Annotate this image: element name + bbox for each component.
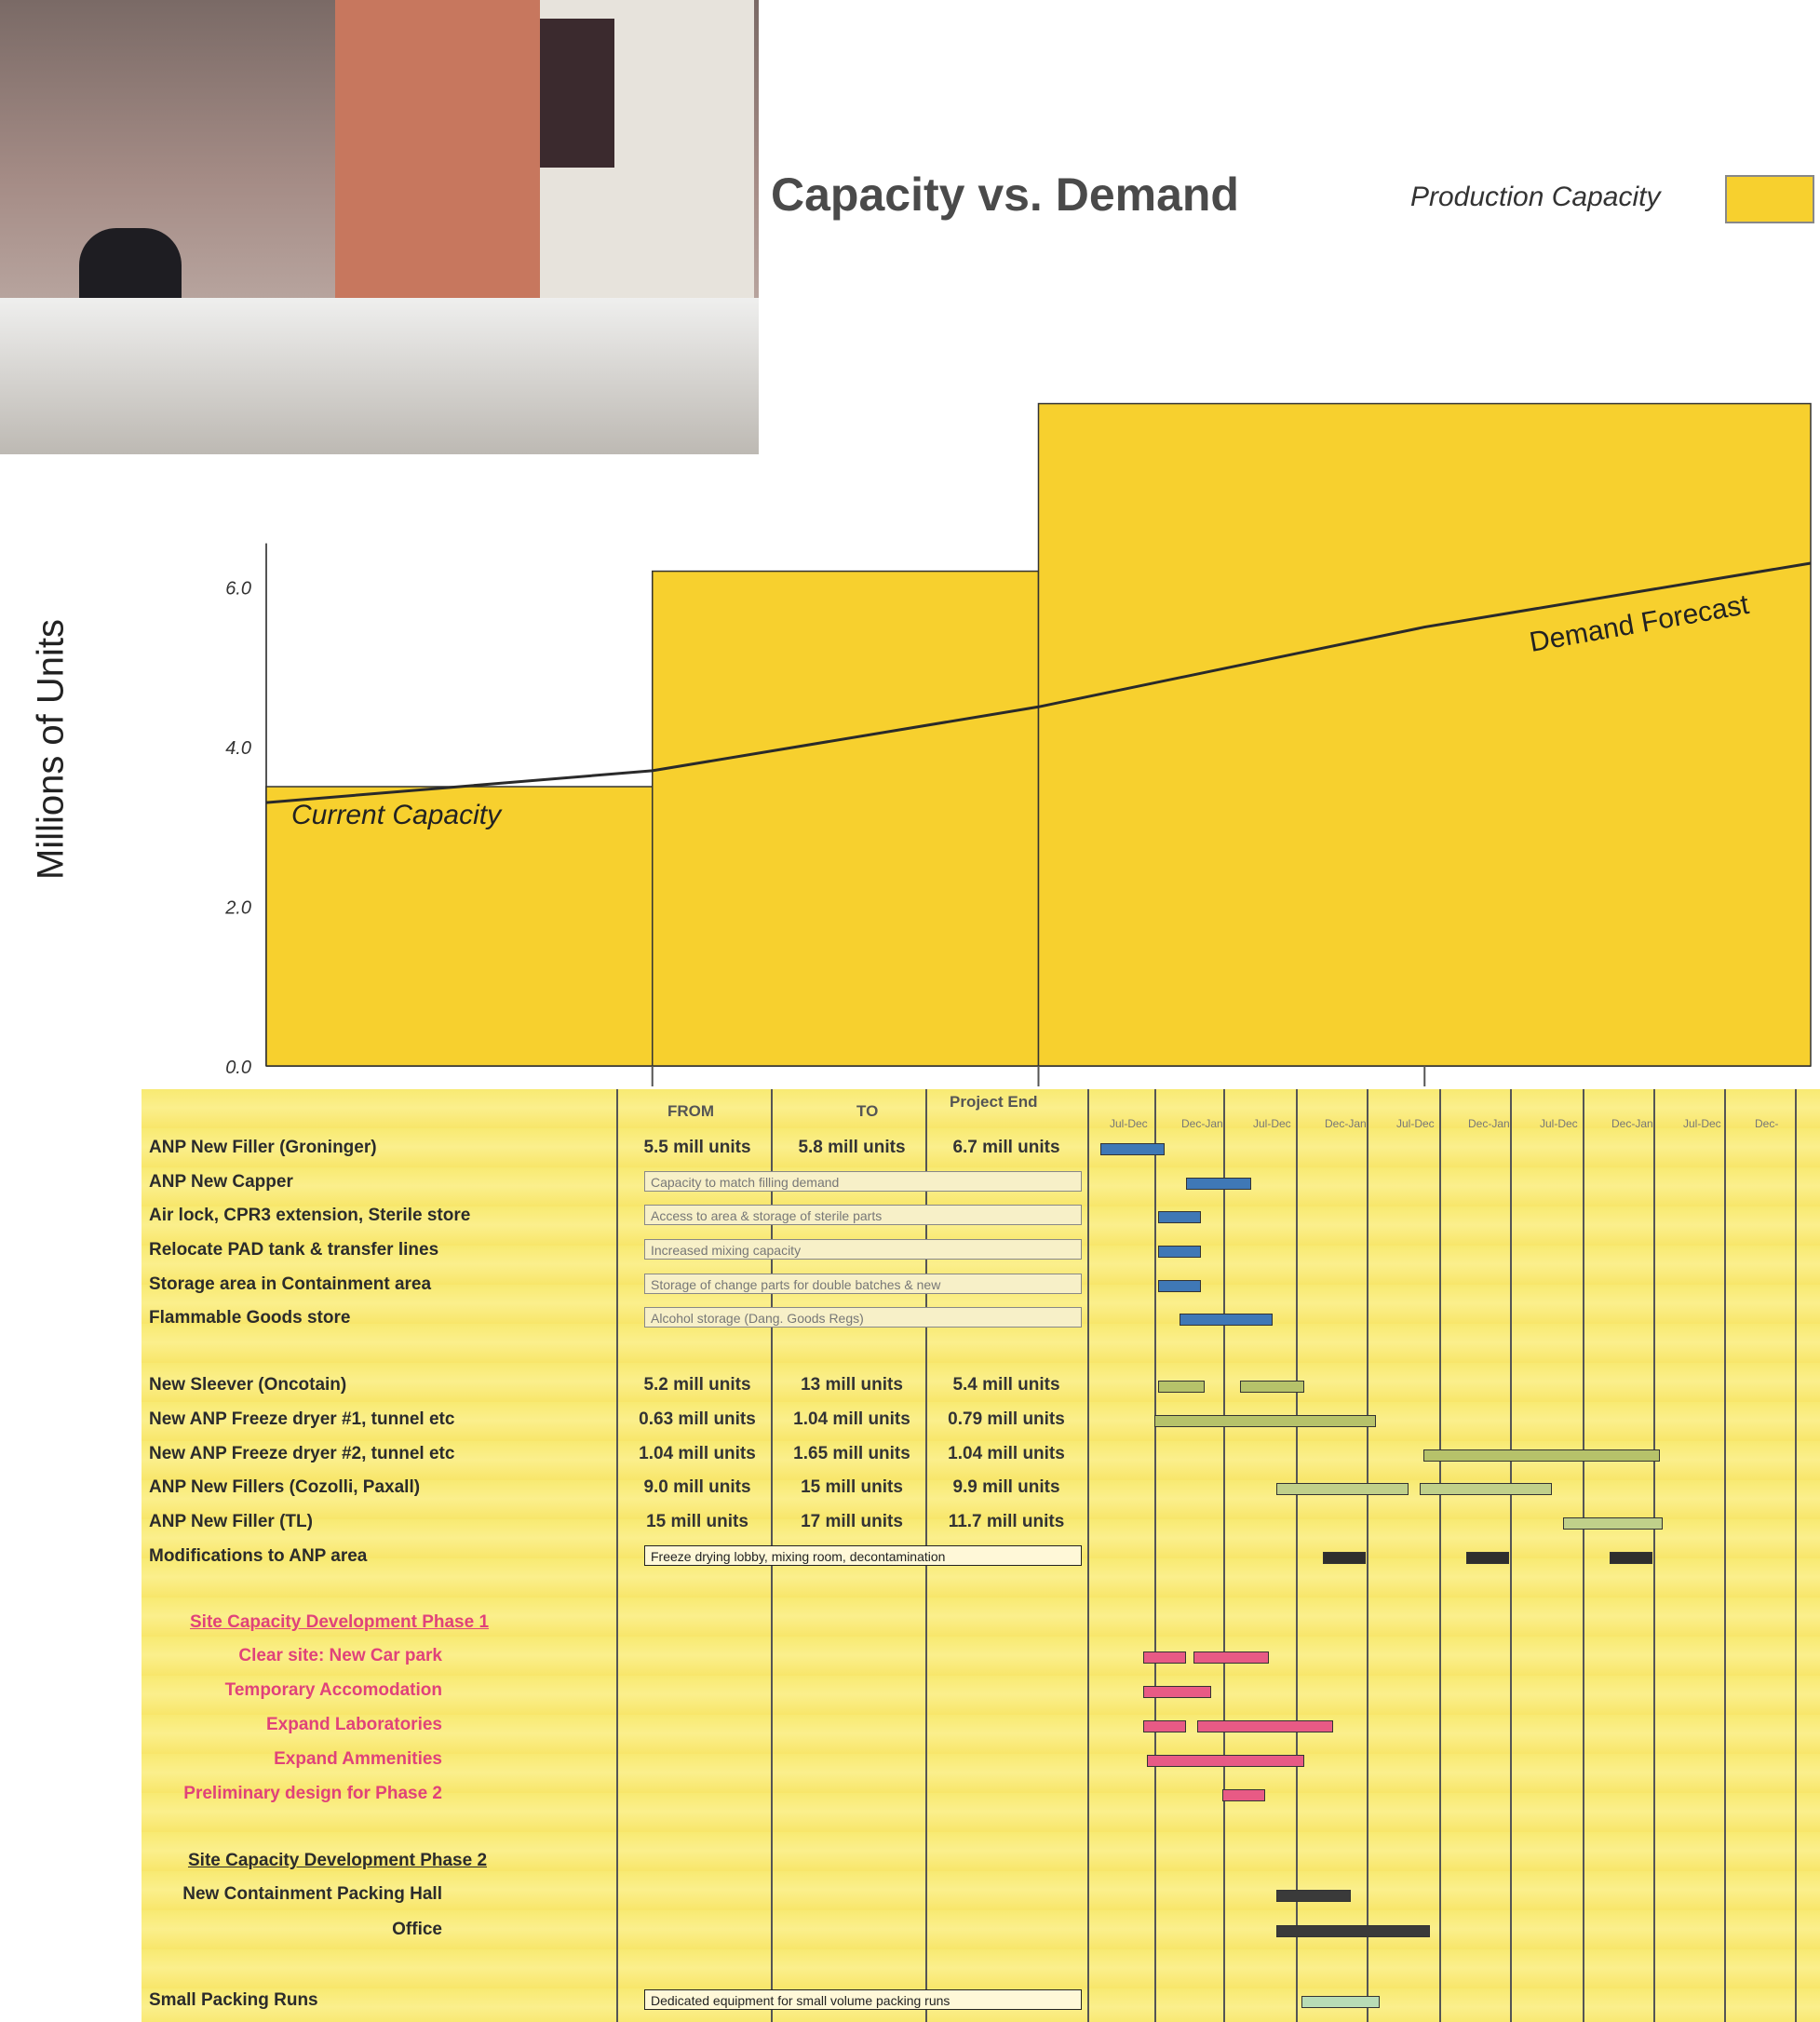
chart-title: Capacity vs. Demand	[771, 168, 1239, 221]
legend-swatch	[1725, 175, 1814, 223]
row-label: ANP New Fillers (Cozolli, Paxall)	[149, 1477, 421, 1497]
gantt-bar	[1154, 1415, 1377, 1427]
row-label: Air lock, CPR3 extension, Sterile store	[149, 1206, 471, 1225]
row-label: ANP New Filler (TL)	[149, 1512, 313, 1531]
gantt-bar	[1276, 1483, 1409, 1495]
grid-line	[1653, 1089, 1655, 2022]
project-gantt	[142, 1089, 1820, 2022]
row-label: Small Packing Runs	[149, 1990, 318, 2010]
cell-from: 15 mill units	[646, 1512, 748, 1531]
legend-label: Production Capacity	[1410, 182, 1661, 212]
gantt-bar	[1197, 1720, 1333, 1732]
cell-project-end: 11.7 mill units	[948, 1512, 1065, 1531]
row-label: Relocate PAD tank & transfer lines	[149, 1240, 439, 1260]
grid-line	[1510, 1089, 1512, 2022]
demand-forecast-label: Demand Forecast	[1527, 588, 1752, 658]
row-label: New Sleever (Oncotain)	[149, 1375, 347, 1395]
gantt-bar	[1143, 1651, 1186, 1664]
month-header: Dec-Jan	[1468, 1117, 1510, 1130]
cell-to: 5.8 mill units	[798, 1138, 906, 1157]
gantt-bar	[1276, 1890, 1352, 1902]
row-note: Capacity to match filling demand	[644, 1171, 1082, 1192]
cell-to: 17 mill units	[801, 1512, 903, 1531]
gantt-bar	[1301, 1996, 1381, 2008]
row-label: ANP New Filler (Groninger)	[149, 1138, 377, 1157]
row-label: Expand Ammenities	[274, 1749, 442, 1769]
current-capacity-label: Current Capacity	[291, 800, 502, 830]
month-header: Dec-Jan	[1611, 1117, 1653, 1130]
gantt-bar	[1240, 1381, 1304, 1393]
month-header: Dec-	[1755, 1117, 1779, 1130]
row-label: Site Capacity Development Phase 2	[188, 1851, 488, 1870]
y-tick-label: 4.0	[225, 738, 251, 760]
y-tick-label: 6.0	[225, 578, 251, 600]
row-note: Increased mixing capacity	[644, 1239, 1082, 1260]
month-header: Dec-Jan	[1325, 1117, 1367, 1130]
grid-line	[1154, 1089, 1156, 2022]
grid-line	[1367, 1089, 1368, 2022]
grid-line	[1439, 1089, 1441, 2022]
row-note: Access to area & storage of sterile parts	[644, 1205, 1082, 1225]
cell-from: 1.04 mill units	[639, 1444, 756, 1463]
month-header: Jul-Dec	[1540, 1117, 1578, 1130]
grid-line	[1296, 1089, 1298, 2022]
grid-line	[1724, 1089, 1726, 2022]
row-label: Flammable Goods store	[149, 1308, 351, 1328]
capacity-step-2	[1039, 404, 1812, 1066]
row-label: Preliminary design for Phase 2	[183, 1784, 442, 1803]
row-label: New Containment Packing Hall	[182, 1884, 442, 1904]
y-axis-label: Millions of Units	[30, 618, 72, 881]
gantt-bar	[1420, 1483, 1552, 1495]
gantt-bar	[1466, 1552, 1509, 1564]
row-note: Storage of change parts for double batches & new	[644, 1274, 1082, 1294]
grid-line	[1795, 1089, 1797, 2022]
gantt-bar	[1193, 1651, 1269, 1664]
month-header: Jul-Dec	[1110, 1117, 1148, 1130]
gantt-bar	[1158, 1211, 1201, 1223]
grid-line	[1583, 1089, 1584, 2022]
row-label: ANP New Capper	[149, 1172, 293, 1192]
row-label: New ANP Freeze dryer #1, tunnel etc	[149, 1409, 455, 1429]
cell-project-end: 1.04 mill units	[948, 1444, 1065, 1463]
cell-to: 1.04 mill units	[793, 1409, 910, 1429]
cell-from: 5.2 mill units	[643, 1375, 751, 1395]
cell-to: 15 mill units	[801, 1477, 903, 1497]
cell-project-end: 9.9 mill units	[952, 1477, 1060, 1497]
y-tick-label: 0.0	[225, 1058, 251, 1078]
row-label: Expand Laboratories	[266, 1715, 442, 1734]
gantt-bar	[1158, 1246, 1201, 1258]
row-label: Modifications to ANP area	[149, 1546, 368, 1566]
month-header: Jul-Dec	[1683, 1117, 1721, 1130]
cell-project-end: 5.4 mill units	[952, 1375, 1060, 1395]
gantt-bar	[1100, 1143, 1165, 1155]
cell-to: 13 mill units	[801, 1375, 903, 1395]
gantt-bar	[1323, 1552, 1366, 1564]
row-label: Site Capacity Development Phase 1	[190, 1612, 490, 1632]
gantt-bar	[1147, 1755, 1304, 1767]
row-note: Freeze drying lobby, mixing room, decontamination	[644, 1545, 1082, 1566]
row-label: Office	[392, 1920, 442, 1939]
month-header: Jul-Dec	[1253, 1117, 1291, 1130]
row-label: Storage area in Containment area	[149, 1274, 432, 1294]
gantt-bar	[1158, 1381, 1205, 1393]
gantt-bar	[1180, 1314, 1273, 1326]
gantt-bar	[1143, 1720, 1186, 1732]
col-header-from: FROM	[667, 1102, 715, 1120]
cell-from: 0.63 mill units	[639, 1409, 756, 1429]
cell-from: 5.5 mill units	[643, 1138, 751, 1157]
row-label: New ANP Freeze dryer #2, tunnel etc	[149, 1444, 455, 1463]
month-header: Dec-Jan	[1181, 1117, 1223, 1130]
row-label: Temporary Accomodation	[224, 1680, 442, 1700]
col-header-to: TO	[856, 1102, 879, 1120]
cell-project-end: 6.7 mill units	[952, 1138, 1060, 1157]
gantt-bar	[1158, 1280, 1201, 1292]
gantt-bar	[1143, 1686, 1211, 1698]
gantt-bar	[1563, 1517, 1664, 1530]
row-note: Dedicated equipment for small volume packing runs	[644, 1989, 1082, 2010]
row-note: Alcohol storage (Dang. Goods Regs)	[644, 1307, 1082, 1328]
gantt-bar	[1423, 1449, 1660, 1462]
cell-to: 1.65 mill units	[793, 1444, 910, 1463]
gantt-bar	[1610, 1552, 1652, 1564]
grid-line	[1087, 1089, 1089, 2022]
cell-project-end: 0.79 mill units	[948, 1409, 1065, 1429]
grid-line	[616, 1089, 618, 2022]
grid-line	[1223, 1089, 1225, 2022]
gantt-bar	[1276, 1925, 1431, 1937]
gantt-bar	[1186, 1178, 1250, 1190]
month-header: Jul-Dec	[1396, 1117, 1435, 1130]
cell-from: 9.0 mill units	[643, 1477, 751, 1497]
gantt-bar	[1222, 1789, 1265, 1801]
capacity-step-1	[653, 572, 1039, 1066]
y-tick-label: 2.0	[225, 897, 251, 919]
row-label: Clear site: New Car park	[238, 1646, 442, 1665]
col-header-project-end: Project End	[950, 1093, 1038, 1111]
